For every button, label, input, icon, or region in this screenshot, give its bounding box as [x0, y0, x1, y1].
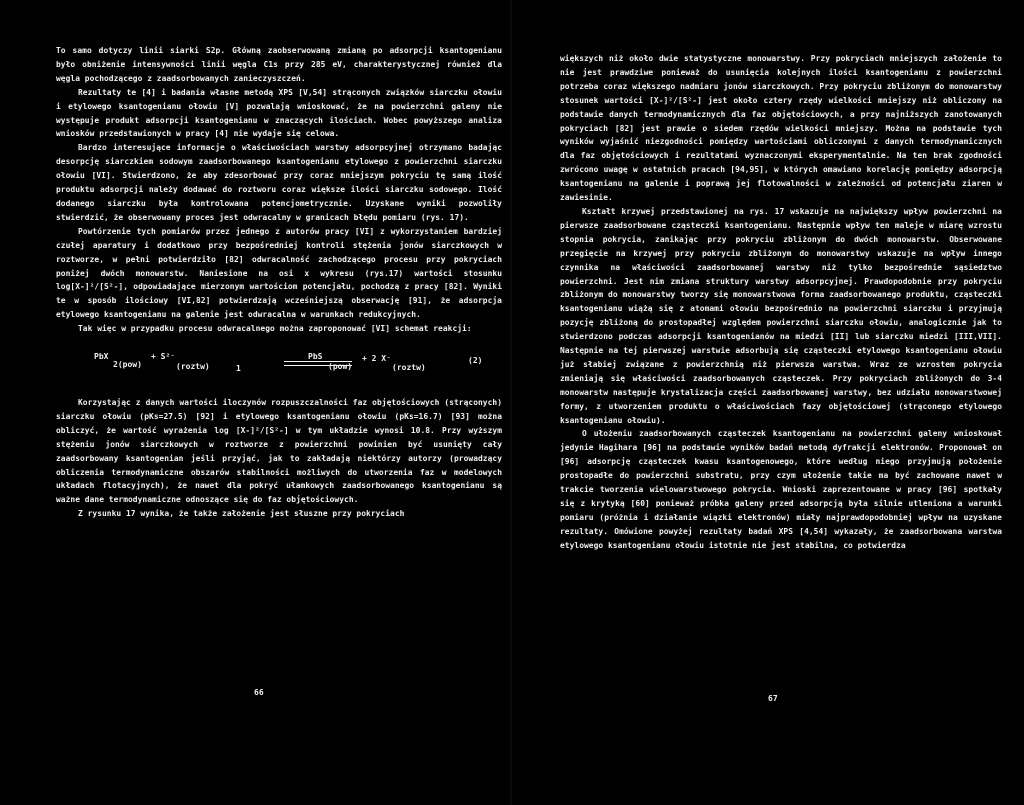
- equation-plus1: + S²⁻: [151, 352, 176, 362]
- equation-lhs-sub: 2(pow): [113, 360, 142, 370]
- equation-rhs-state: (roztw): [392, 363, 426, 373]
- left-page: [0, 0, 510, 805]
- left-paragraph-7: Z rysunku 17 wynika, że także założenie jest słuszne przy pokryciach: [78, 509, 405, 519]
- right-paragraph-2: Kształt krzywej przedstawionej na rys. 17 wskazuje na największy wpływ powierzchni na pierwsze zaadsorbowane cząsteczki ksantogenianu. Następnie wpływ ten maleje w miarę wzrostu stopnia pokrycia, zanikając przy pokryciu zbliżonym do dwóch monowarstw. Obserwowane przegięcie na krzywej przy pokryciu zbliżonym do monowarstwy wskazuje na wpływ innego czynnika na właściwości zaadsorbowanej warstwy niż tylko bezpośrednie sąsiedztwo powierzchni. Jest nim zmiana struktury warstwy adsorpcyjnej. Prawdopodobnie przy pokryciu zbliżonym do monowarstwy tworzy się monowarstwowa forma zaadsorbowanego produktu, cząsteczki ksantogenianu wiążą się z atomami ołowiu bezpośrednio na powierzchni siarczku i przyjmują pozycję zbliżoną do prostopadłej względem powierzchni siarczku ołowiu, analogicznie jak to stwierdzono podczas adsorpcji ksantogenianów na miedzi [II] lub siarczku miedzi [III,VII]. Następnie na tej pierwszej warstwie adsorbują się cząsteczki etylowego ksantogenianu ołowiu już słabiej związane z powierzchnią niż pierwsza warstwa. Wraz ze wzrostem pokrycia zmieniają się właściwości zaadsorbowanych cząsteczek. Przy pokryciach zbliżonych do 3-4 monowarstw następuje krystalizacja części zaadsorbowanej warstwy, bez udziału monowarstwowej formy, z utworzeniem produktu o właściwościach fazy objętościowej (strąconego etylowego ksantogenianu ołowiu).: [560, 206, 1002, 425]
- equation-arrow-sub: 1: [236, 364, 241, 374]
- equation-plus2: + 2 X⁻: [362, 354, 391, 364]
- left-paragraph-6: Korzystając z danych wartości iloczynów rozpuszczalności faz objętościowych (strąconych) siarczku ołowiu (pKs=27.5) [92] i etylowego ksantogenianu ołowiu (pKs=16.7) [93] można obliczyć, że wartość wyrażenia log [X-]²/[S²-] w tym układzie wynosi 10.8. Przy wyższym stężeniu jonów siarczkowych w roztworze z powierzchni powinien być usunięty cały zaadsorbowany ksantogenian jeśli przyjąć, jak to zakładają niektórzy autorzy (prowadzący obliczenia termodynamiczne obszarów stabilności możliwych do utworzenia faz w modelowych układach flotacyjnych), że nawet dla pokryć ułamkowych zaadsorbowanego ksantogenianu są ważne dane termodynamiczne odnoszące się do faz objętościowych.: [56, 398, 502, 505]
- left-paragraph-4: Powtórzenie tych pomiarów przez jednego z autorów pracy [VI] z wykorzystaniem bardziej czułej aparatury i dodatkowo przy bezpośredniej kontroli stężenia jonów siarczkowych w roztworze, w pełni potwierdziło [82] odwracalność zachodzącego procesu przy pokryciach poniżej dwóch monowarstw. Naniesione na osi x wykresu (rys.17) wartości stosunku log[X-]²/[S²-], odpowiadające mierzonym wartościom potencjału, pochodzą z pracy [82]. Wyniki te w sposób ilościowy [VI,82] potwierdzają wcześniejszą obserwację [91], że adsorpcja etylowego ksantogenianu na galenie jest odwracalna w warunkach redukcyjnych.: [56, 226, 502, 320]
- right-paragraph-1: większych niż około dwie statystyczne monowarstwy. Przy pokryciach mniejszych założenie to nie jest prawdziwe ponieważ do usunięcia kolejnych ilości ksantogenianu z powierzchni potrzeba coraz większego nadmiaru jonów siarczkowych. Przy pokryciu zbliżonym do monowarstwy stosunek wartości [X-]²/[S²-] jest około cztery rzędy wielkości mniejszy niż obliczony na podstawie danych termodynamicznych dla faz objętościowych, a przy najniższych zanotowanych pokryciach [82] jest prawie o siedem rzędów wielkości mniejszy. Można na podstawie tych wyników wyjaśnić niezgodności pomiędzy wartościami obliczonymi z danych termodynamicznych dla faz objętościowych i rezultatami wyznaczonymi eksperymentalnie. Na ten brak zgodności zwrócono uwagę w ostatnich pracach [94,95], w których omawiano korelację pomiędzy adsorpcją ksantogenianu na galenie i poprawą jej flotowalności w zależności od potencjału ziaren w zawiesinie.: [560, 54, 1002, 203]
- equation-lhs: PbX: [94, 352, 109, 362]
- left-paragraph-2: Rezultaty te [4] i badania własne metodą XPS [V,54] strąconych związków siarczku ołowiu i etylowego ksantogenianu ołowiu [V] pozwalają wnioskować, że na powierzchni galeny nie występuje produkt adsorpcji ksantogenianu w znaczących ilościach. Wobec powyższego analiza wniosków przedstawionych w pracy [4] nie wydaje się celowa.: [56, 87, 502, 139]
- equation-rhs-sub: (pow): [328, 362, 353, 372]
- right-page: [512, 0, 1024, 805]
- reaction-equation: [56, 342, 502, 388]
- left-paragraph-1: To samo dotyczy linii siarki S2p. Główną zaobserwowaną zmianą po adsorpcji ksantogenianu było obniżenie intensywności linii węgla C1s przy 285 eV, charakterystycznej również dla węgla pochodzącego z zaadsorbowanych zanieczyszczeń.: [56, 46, 502, 83]
- equation-rhs: PbS: [308, 352, 323, 362]
- right-paragraph-3: O ułożeniu zaadsorbowanych cząsteczek ksantogenianu na powierzchni galeny wnioskował jedynie Hagihara [96] na podstawie wyników badań metodą dyfrakcji elektronów. Proponował on [96] adsorpcję cząsteczek kwasu ksantogenowego, które według niego przyjmują położenie prostopadłe do powierzchni substratu, przy czym ułożenie takie ma być zachowane nawet w trakcie tworzenia wielowarstwowego pokrycia. Wnioski zaprezentowane w pracy [96] spotkały się z krytyką [60] ponieważ próbka galeny przed adsorpcją była silnie utleniona a warunki pomiaru (próżnia i działanie wiązki elektronów) miały najprawdopodobniej wpływ na uzyskane rezultaty. Omówione powyżej rezultaty badań XPS [4,54] wykazały, że zaadsorbowana warstwa etylowego ksantogenianu ołowiu istotnie nie jest stabilna, co potwierdza: [560, 429, 1002, 550]
- equation-lhs-state: (roztw): [176, 362, 210, 372]
- left-page-number: 66: [254, 688, 264, 697]
- right-page-number: 67: [768, 694, 778, 703]
- left-paragraph-3: Bardzo interesujące informacje o właściwościach warstwy adsorpcyjnej otrzymano badając desorpcję siarczkiem sodowym zaadsorbowanego ksantogenianu etylowego z powierzchni siarczku ołowiu [VI]. Stwierdzono, że aby zdesorbować przy coraz mniejszym pokryciu tę samą ilość produktu adsorpcji należy dodawać do roztworu coraz większe ilości siarczku sodowego. Ilość dodanego siarczku była kontrolowana potencjometrycznie. Uzyskane wyniki pozwoliły stwierdzić, że obserwowany proces jest odwracalny w granicach błędu pomiaru (rys. 17).: [56, 143, 502, 222]
- left-paragraph-5: Tak więc w przypadku procesu odwracalnego można zaproponować [VI] schemat reakcji:: [78, 324, 472, 334]
- equation-number: (2): [468, 356, 483, 366]
